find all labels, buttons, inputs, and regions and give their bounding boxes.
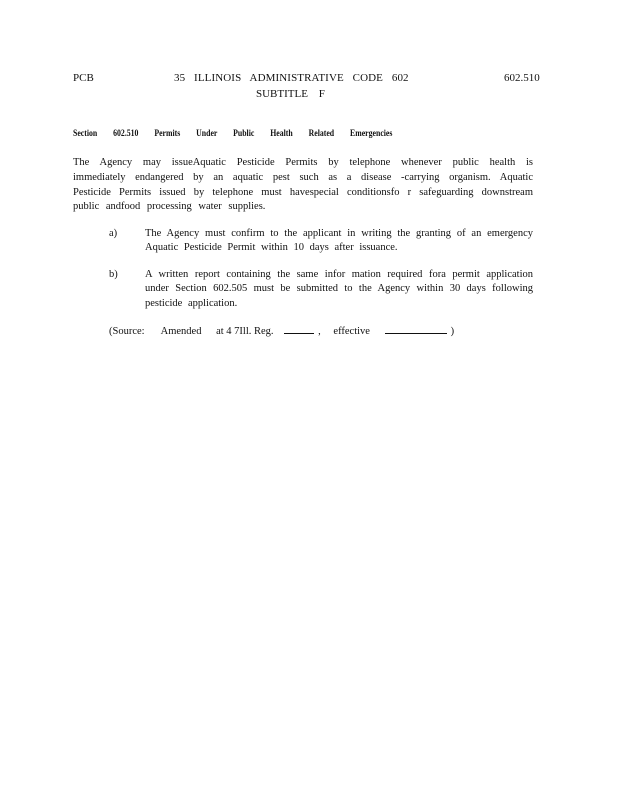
subsection-a-label: a)	[109, 228, 118, 239]
source-register: at 4 7Ill. Reg.	[216, 326, 274, 337]
section-number: 602.510	[113, 129, 139, 139]
header-agency: PCB	[73, 72, 94, 84]
register-blank-line	[284, 324, 314, 334]
section-title: Permits Under Public Health Related Emergencies	[154, 129, 393, 139]
source-note	[109, 324, 458, 337]
subsection-a-text: The Agency must confirm to the applicant in writing the granting of an emergency Aquatic Pesticide Permit within 10 days after issuance.	[145, 228, 533, 254]
header-code-title: 35 ILLINOIS ADMINISTRATIVE CODE 602	[174, 72, 409, 84]
source-comma: ,	[318, 326, 321, 337]
source-effective: effective	[333, 326, 370, 337]
section-heading	[73, 129, 392, 139]
source-amended: Amended	[160, 326, 202, 337]
header-subtitle: SUBTITLE F	[256, 88, 325, 100]
subsection-b-text: A written report containing the same infor mation required fora permit application under Section 602.505 must be submitted to the Agency within 30 days following pesticide application.	[145, 269, 533, 309]
header-section-number: 602.510	[504, 72, 540, 84]
effective-date-blank-line	[385, 324, 447, 334]
section-paragraph: The Agency may issueAquatic Pesticide Permits by telephone whenever public health is immediately endangered by an aquatic pest such as a disease -carrying organism. Aquatic Pesticide Permits issued by telephone must havespecial conditionsfo r safeguarding downstream public andfood processing water supplies.	[73, 157, 533, 213]
subsection-b-label: b)	[109, 269, 118, 280]
source-open: (Source:	[109, 326, 145, 337]
section-label: Section	[73, 129, 98, 139]
source-close: )	[450, 326, 455, 337]
